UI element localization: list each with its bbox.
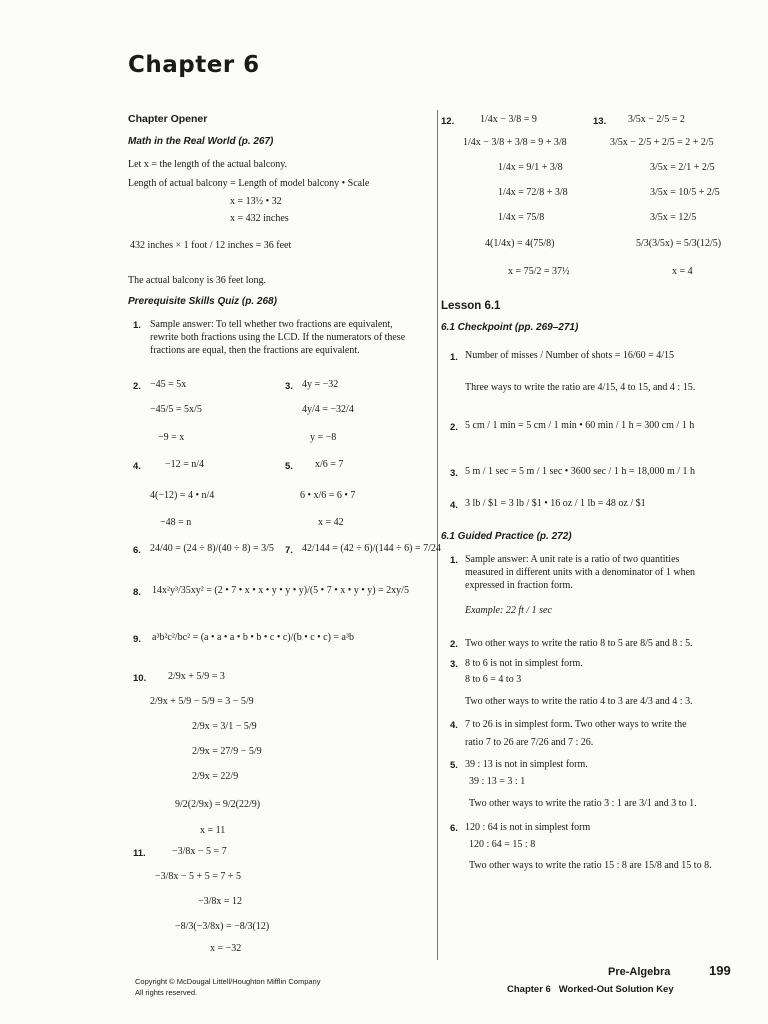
equation-line: 2/9x + 5/9 = 3	[168, 671, 225, 682]
copyright-text: Copyright © McDougal Littell/Houghton Mifflin Company	[135, 977, 321, 986]
problem-number: 9.	[133, 634, 141, 645]
equation-line: −12 = n/4	[165, 459, 205, 470]
problem-number: 2.	[450, 639, 458, 650]
problem-number: 3.	[285, 381, 293, 392]
problem-number: 7.	[285, 545, 293, 556]
equation-line: −48 = n	[160, 517, 192, 528]
answer-text: 8 to 6 is not in simplest form.	[465, 658, 583, 669]
answer-text: measured in different units with a denominator of 1 when	[465, 567, 696, 578]
book-title: Pre-Algebra	[608, 966, 671, 978]
solution-key-label: Chapter 6 Worked-Out Solution Key	[507, 984, 674, 995]
equation-line: 1/4x − 3/8 + 3/8 = 9 + 3/8	[463, 137, 567, 148]
equation-line: 4(−12) = 4 • n/4	[150, 490, 215, 501]
equation-line: −3/8x − 5 = 7	[172, 846, 227, 857]
equation-line: −8/3(−3/8x) = −8/3(12)	[175, 921, 270, 932]
rights-text: All rights reserved.	[135, 988, 198, 997]
equation-line: 5 cm / 1 min = 5 cm / 1 min • 60 min / 1 h = 300 cm / 1 h	[465, 420, 695, 431]
problem-number: 5.	[450, 760, 458, 771]
subheading-checkpoint: 6.1 Checkpoint (pp. 269–271)	[441, 322, 579, 333]
answer-text: expressed in fraction form.	[465, 580, 573, 591]
answer-text: Sample answer: A unit rate is a ratio of two quantities	[465, 554, 680, 565]
equation-line: x = 42	[318, 517, 344, 528]
equation-line: x = 4	[672, 266, 693, 277]
answer-text: 8 to 6 = 4 to 3	[465, 674, 522, 685]
answer-text: Two other ways to write the ratio 3 : 1 are 3/1 and 3 to 1.	[469, 798, 697, 809]
answer-text: 7 to 26 is in simplest form. Two other ways to write the	[465, 719, 687, 730]
problem-number: 6.	[450, 823, 458, 834]
equation-line: 24/40 = (24 ÷ 8)/(40 ÷ 8) = 3/5	[150, 543, 274, 554]
equation-line: 4y/4 = −32/4	[302, 404, 354, 415]
equation-line: 1/4x − 3/8 = 9	[480, 114, 537, 125]
problem-number: 5.	[285, 461, 293, 472]
rw-equation: x = 432 inches	[230, 213, 289, 224]
equation-line: 1/4x = 9/1 + 3/8	[498, 162, 563, 173]
answer-text: 120 : 64 = 15 : 8	[469, 839, 536, 850]
equation-line: 1/4x = 72/8 + 3/8	[498, 187, 568, 198]
equation-line: 3/5x − 2/5 + 2/5 = 2 + 2/5	[610, 137, 714, 148]
problem-number: 3.	[450, 659, 458, 670]
answer-text: Three ways to write the ratio are 4/15, 4 to 15, and 4 : 15.	[465, 382, 696, 393]
subheading-prereq: Prerequisite Skills Quiz (p. 268)	[128, 296, 277, 307]
rw-line: Let x = the length of the actual balcony.	[128, 159, 288, 170]
problem-number: 4.	[450, 720, 458, 731]
equation-line: 42/144 = (42 ÷ 6)/(144 ÷ 6) = 7/24	[302, 543, 441, 554]
equation-line: −45/5 = 5x/5	[150, 404, 202, 415]
equation-line: 3/5x = 2/1 + 2/5	[650, 162, 715, 173]
equation-line: x/6 = 7	[315, 459, 344, 470]
answer-text: Two other ways to write the ratio 15 : 8 are 15/8 and 15 to 8.	[469, 860, 712, 871]
problem-number: 3.	[450, 468, 458, 479]
equation-line: y = −8	[310, 432, 337, 443]
rw-equation: x = 13½ • 32	[230, 196, 282, 207]
equation-line: 4y = −32	[302, 379, 339, 390]
problem-number: 10.	[133, 673, 147, 684]
equation-line: 1/4x = 75/8	[498, 212, 545, 223]
answer-text: 120 : 64 is not in simplest form	[465, 822, 591, 833]
equation-line: 2/9x = 22/9	[192, 771, 239, 782]
equation-line: 2/9x + 5/9 − 5/9 = 3 − 5/9	[150, 696, 254, 707]
equation-line: 4(1/4x) = 4(75/8)	[485, 238, 555, 249]
equation-line: 3/5x = 10/5 + 2/5	[650, 187, 720, 198]
problem-number: 4.	[450, 500, 458, 511]
page-number: 199	[709, 963, 731, 978]
equation-line: 3/5x = 12/5	[650, 212, 697, 223]
problem-number: 4.	[133, 461, 141, 472]
answer-text: 39 : 13 is not in simplest form.	[465, 759, 588, 770]
answer-text: ratio 7 to 26 are 7/26 and 7 : 26.	[465, 737, 594, 748]
column-divider	[437, 110, 438, 960]
equation-line: 3 lb / $1 = 3 lb / $1 • 16 oz / 1 lb = 48 oz / $1	[465, 498, 646, 509]
equation-line: 2/9x = 27/9 − 5/9	[192, 746, 262, 757]
problem-number: 11.	[133, 848, 146, 859]
equation-line: 9/2(2/9x) = 9/2(22/9)	[175, 799, 261, 810]
problem-number: 13.	[593, 116, 607, 127]
answer-text: Two other ways to write the ratio 4 to 3 are 4/3 and 4 : 3.	[465, 696, 693, 707]
equation-line: Number of misses / Number of shots = 16/60 = 4/15	[465, 350, 675, 361]
problem-number: 1.	[450, 555, 458, 566]
subheading-real-world: Math in the Real World (p. 267)	[128, 136, 274, 147]
equation-line: x = 11	[200, 825, 226, 836]
problem-number: 1.	[133, 320, 141, 331]
problem-number: 6.	[133, 545, 141, 556]
equation-line: 14x²y³/35xy² = (2 • 7 • x • x • y • y • y)/(5 • 7 • x • y • y) = 2xy/5	[152, 585, 409, 596]
equation-line: a³b²c²/bc² = (a • a • a • b • b • c • c)/(b • c • c) = a³b	[152, 632, 354, 643]
equation-line: −9 = x	[158, 432, 185, 443]
equation-line: x = 75/2 = 37½	[508, 266, 570, 277]
chapter-title: Chapter 6	[128, 52, 260, 78]
equation-line: 5 m / 1 sec = 5 m / 1 sec • 3600 sec / 1 h = 18,000 m / 1 h	[465, 466, 696, 477]
problem-number: 2.	[450, 422, 458, 433]
problem-number: 2.	[133, 381, 141, 392]
subheading-guided: 6.1 Guided Practice (p. 272)	[441, 531, 572, 542]
answer-text: 39 : 13 = 3 : 1	[469, 776, 526, 787]
answer-text: Example: 22 ft / 1 sec	[465, 605, 552, 616]
problem-number: 8.	[133, 587, 141, 598]
rw-line: Length of actual balcony = Length of model balcony • Scale	[128, 178, 370, 189]
equation-line: −3/8x = 12	[198, 896, 243, 907]
rw-conversion: 432 inches × 1 foot / 12 inches = 36 feet	[130, 240, 292, 251]
equation-line: −45 = 5x	[150, 379, 187, 390]
problem-number: 1.	[450, 352, 458, 363]
equation-line: 2/9x = 3/1 − 5/9	[192, 721, 257, 732]
rw-line: The actual balcony is 36 feet long.	[128, 275, 267, 286]
equation-line: x = −32	[210, 943, 242, 954]
problem-number: 12.	[441, 116, 455, 127]
equation-line: 3/5x − 2/5 = 2	[628, 114, 685, 125]
section-heading-opener: Chapter Opener	[128, 113, 208, 125]
equation-line: −3/8x − 5 + 5 = 7 + 5	[155, 871, 241, 882]
equation-line: 5/3(3/5x) = 5/3(12/5)	[636, 238, 722, 249]
lesson-heading: Lesson 6.1	[441, 300, 501, 312]
answer-text: Two other ways to write the ratio 8 to 5 are 8/5 and 8 : 5.	[465, 638, 693, 649]
equation-line: 6 • x/6 = 6 • 7	[300, 490, 356, 501]
problem-text: Sample answer: To tell whether two fractions are equivalent, rewrite both fractions using the LCD. If the numerators of these fractions are equal, then the fractions are equivalent.	[150, 319, 406, 356]
